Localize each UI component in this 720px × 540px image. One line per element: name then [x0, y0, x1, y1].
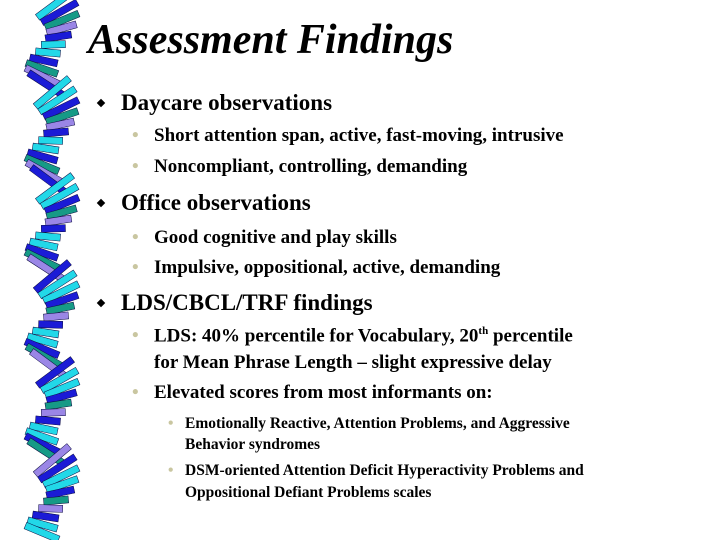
slide-title: Assessment Findings [88, 17, 454, 63]
bullet-icon: • [132, 125, 139, 146]
ribbon-segment [38, 505, 62, 513]
ribbon-segment [41, 409, 65, 417]
section-heading: Office observations [121, 190, 311, 215]
section-lds-findings [98, 290, 373, 316]
bullet-icon: • [132, 257, 139, 278]
bullet-icon: • [132, 156, 139, 177]
section-daycare [98, 90, 332, 116]
bullet-icon: • [168, 415, 174, 432]
section-heading: Daycare observations [121, 90, 333, 115]
bullet-icon: • [132, 325, 139, 346]
section-heading: LDS/CBCL/TRF findings [121, 290, 373, 315]
decorative-ribbon [0, 0, 100, 540]
diamond-bullet-icon [97, 98, 105, 106]
bullet-icon: • [168, 462, 174, 479]
ribbon-segment [41, 225, 65, 233]
bullet-icon: • [132, 227, 139, 248]
ribbon-segment [38, 137, 62, 145]
ribbon-segment [38, 321, 62, 329]
section-office [98, 190, 311, 216]
bullet-icon: • [132, 382, 139, 403]
ribbon-segment [41, 41, 65, 49]
diamond-bullet-icon [97, 198, 105, 206]
diamond-bullet-icon [97, 298, 105, 306]
